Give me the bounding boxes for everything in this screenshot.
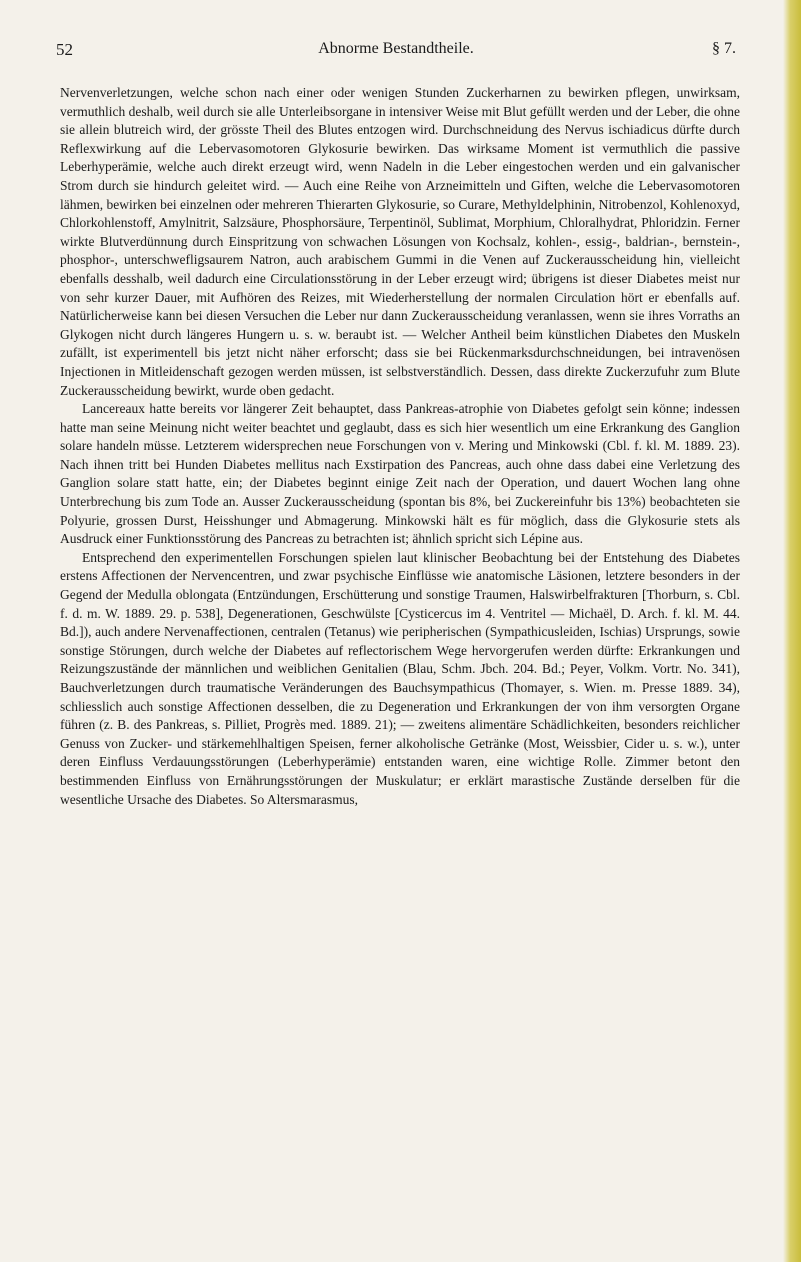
page-edge-shadow (783, 0, 801, 1262)
page-header (56, 40, 736, 64)
paragraph-3: Entsprechend den experimentellen Forschungen spielen laut klinischer Beobachtung bei der Entstehung des Diabetes erstens Affectionen der Nervencentren, und zwar psychische Einflüsse wie anatomische Läsionen, letztere besonders in der Gegend der Medulla oblongata (Entzündungen, Erschütterung und sonstige Traumen, Halswirbelfrakturen [Thorburn, s. Cbl. f. d. m. W. 1889. 29. p. 538], Degenerationen, Geschwülste [Cysticercus im 4. Ventritel — Michaël, D. Arch. f. kl. M. 44. Bd.]), auch andere Nervenaffectionen, centralen (Tetanus) wie peripherischen (Sympathicusleiden, Ischias) Ursprungs, sowie sonstige Störungen, durch welche der Diabetes auf reflectorischem Wege hervorgerufen werden dürfte: Erkrankungen und Reizungszustände der männlichen und weiblichen Genitalien (Blau, Schm. Jbch. 204. Bd.; Peyer, Volkm. Vortr. No. 341), Bauchverletzungen durch traumatische Veränderungen des Bauchsympathicus (Thomayer, s. Wien. m. Presse 1889. 34), schliesslich auch sonstige Affectionen desselben, die zu Degeneration und Erkrankungen der von ihm versorgten Organe führen (z. B. des Pankreas, s. Pilliet, Progrès med. 1889. 21); — zweitens alimentäre Schädlichkeiten, besonders reichlicher Genuss von Zucker- und stärkemehlhaltigen Speisen, ferner alkoholische Getränke (Most, Weissbier, Cider u. s. w.), unter deren Einfluss Verdauungsstörungen (Leberhyperämie) entstanden waren, eine wichtige Rolle. Zimmer betont den bestimmenden Einfluss von Ernährungsstörungen der Muskulatur; er erklärt marastische Zustände derselben für die wesentliche Ursache des Diabetes. So Altersmarasmus, (60, 549, 740, 807)
page-number: 52 (56, 40, 73, 59)
body-text (60, 84, 740, 809)
running-title: Abnorme Bestandtheile. (318, 40, 474, 57)
paragraph-2: Lancereaux hatte bereits vor längerer Zeit behauptet, dass Pankreas-atrophie von Diabetes gefolgt sein könne; indessen hatte man seine Meinung nicht weiter beachtet und geglaubt, dass es sich hier wesentlich um eine Erkrankung des Ganglion solare handeln müsse. Letzterem widersprechen neue Forschungen von v. Mering und Minkowski (Cbl. f. kl. M. 1889. 23). Nach ihnen tritt bei Hunden Diabetes mellitus nach Exstirpation des Pancreas, auch ohne dass dabei eine Verletzung des Ganglion solare statt hatte, ein; der Diabetes beginnt einige Zeit nach der Operation, und dauert Wochen lang ohne Unterbrechung bis zum Tode an. Ausser Zuckerausscheidung (spontan bis 8%, bei Zuckereinfuhr bis 13%) beobachteten sie Polyurie, grossen Durst, Heisshunger und Abmagerung. Minkowski hält es für möglich, dass die Glykosurie stets als Ausdruck einer Funktionsstörung des Pancreas zu betrachten ist; ähnlich spricht sich Lépine aus. (60, 401, 740, 547)
section-label: § 7. (712, 40, 736, 57)
paragraph-1: Nervenverletzungen, welche schon nach einer oder wenigen Stunden Zuckerharnen zu bewirken pflegen, unwirksam, vermuthlich deshalb, weil durch sie alle Unterleibsorgane in intensiver Weise mit Blut gefüllt werden und der Leber, die ohne sie allein blutreich wird, der grösste Theil des Blutes entzogen wird. Durchschneidung des Nervus ischiadicus dürfte durch Reflexwirkung auf die Lebervasomotoren Glykosurie bewirken. Das wirksame Moment ist vermuthlich die passive Leberhyperämie, welche auch direkt erzeugt wird, wenn Nadeln in die Leber eingestochen werden und ein galvanischer Strom durch sie hindurch geleitet wird. — Auch eine Reihe von Arzneimitteln und Giften, welche die Lebervasomotoren lähmen, bewirken bei einzelnen oder mehreren Thierarten Glykosurie, so Curare, Methyldelphinin, Nitrobenzol, Kohlenoxyd, Chlorkohlenstoff, Amylnitrit, Salzsäure, Phosphorsäure, Terpentinöl, Sublimat, Morphium, Chloralhydrat, Phloridzin. Ferner wirkte Blutverdünnung durch Einspritzung von schwachen Lösungen von Kochsalz, kohlen-, essig-, baldrian-, bernstein-, phosphor-, unterschwefligsaurem Natron, auch arabischem Gummi in die Venen auf Zuckerausscheidung hin, vielleicht ebenfalls desshalb, weil dadurch eine Circulationsstörung in der Leber erzeugt wird; übrigens ist dieser Diabetes meist nur von sehr kurzer Dauer, mit Aufhören des Reizes, mit Wiederherstellung der normalen Circulation hört er ebenfalls auf. Natürlicherweise kann bei diesen Versuchen die Leber nur dann Zuckerausscheidung veranlassen, wenn sie ihres Vorraths an Glykogen nicht durch längeres Hungern u. s. w. beraubt ist. — Welcher Antheil beim künstlichen Diabetes den Muskeln zufällt, ist experimentell bis jetzt nicht näher erforscht; dass sie bei Rückenmarksdurchschneidungen, bei intravenösen Injectionen in Mitleidenschaft gezogen werden müssen, ist selbstverständlich. Dessen, dass direkte Zuckerzufuhr zum Blute Zuckerausscheidung bewirkt, wurde oben gedacht. (60, 85, 740, 398)
